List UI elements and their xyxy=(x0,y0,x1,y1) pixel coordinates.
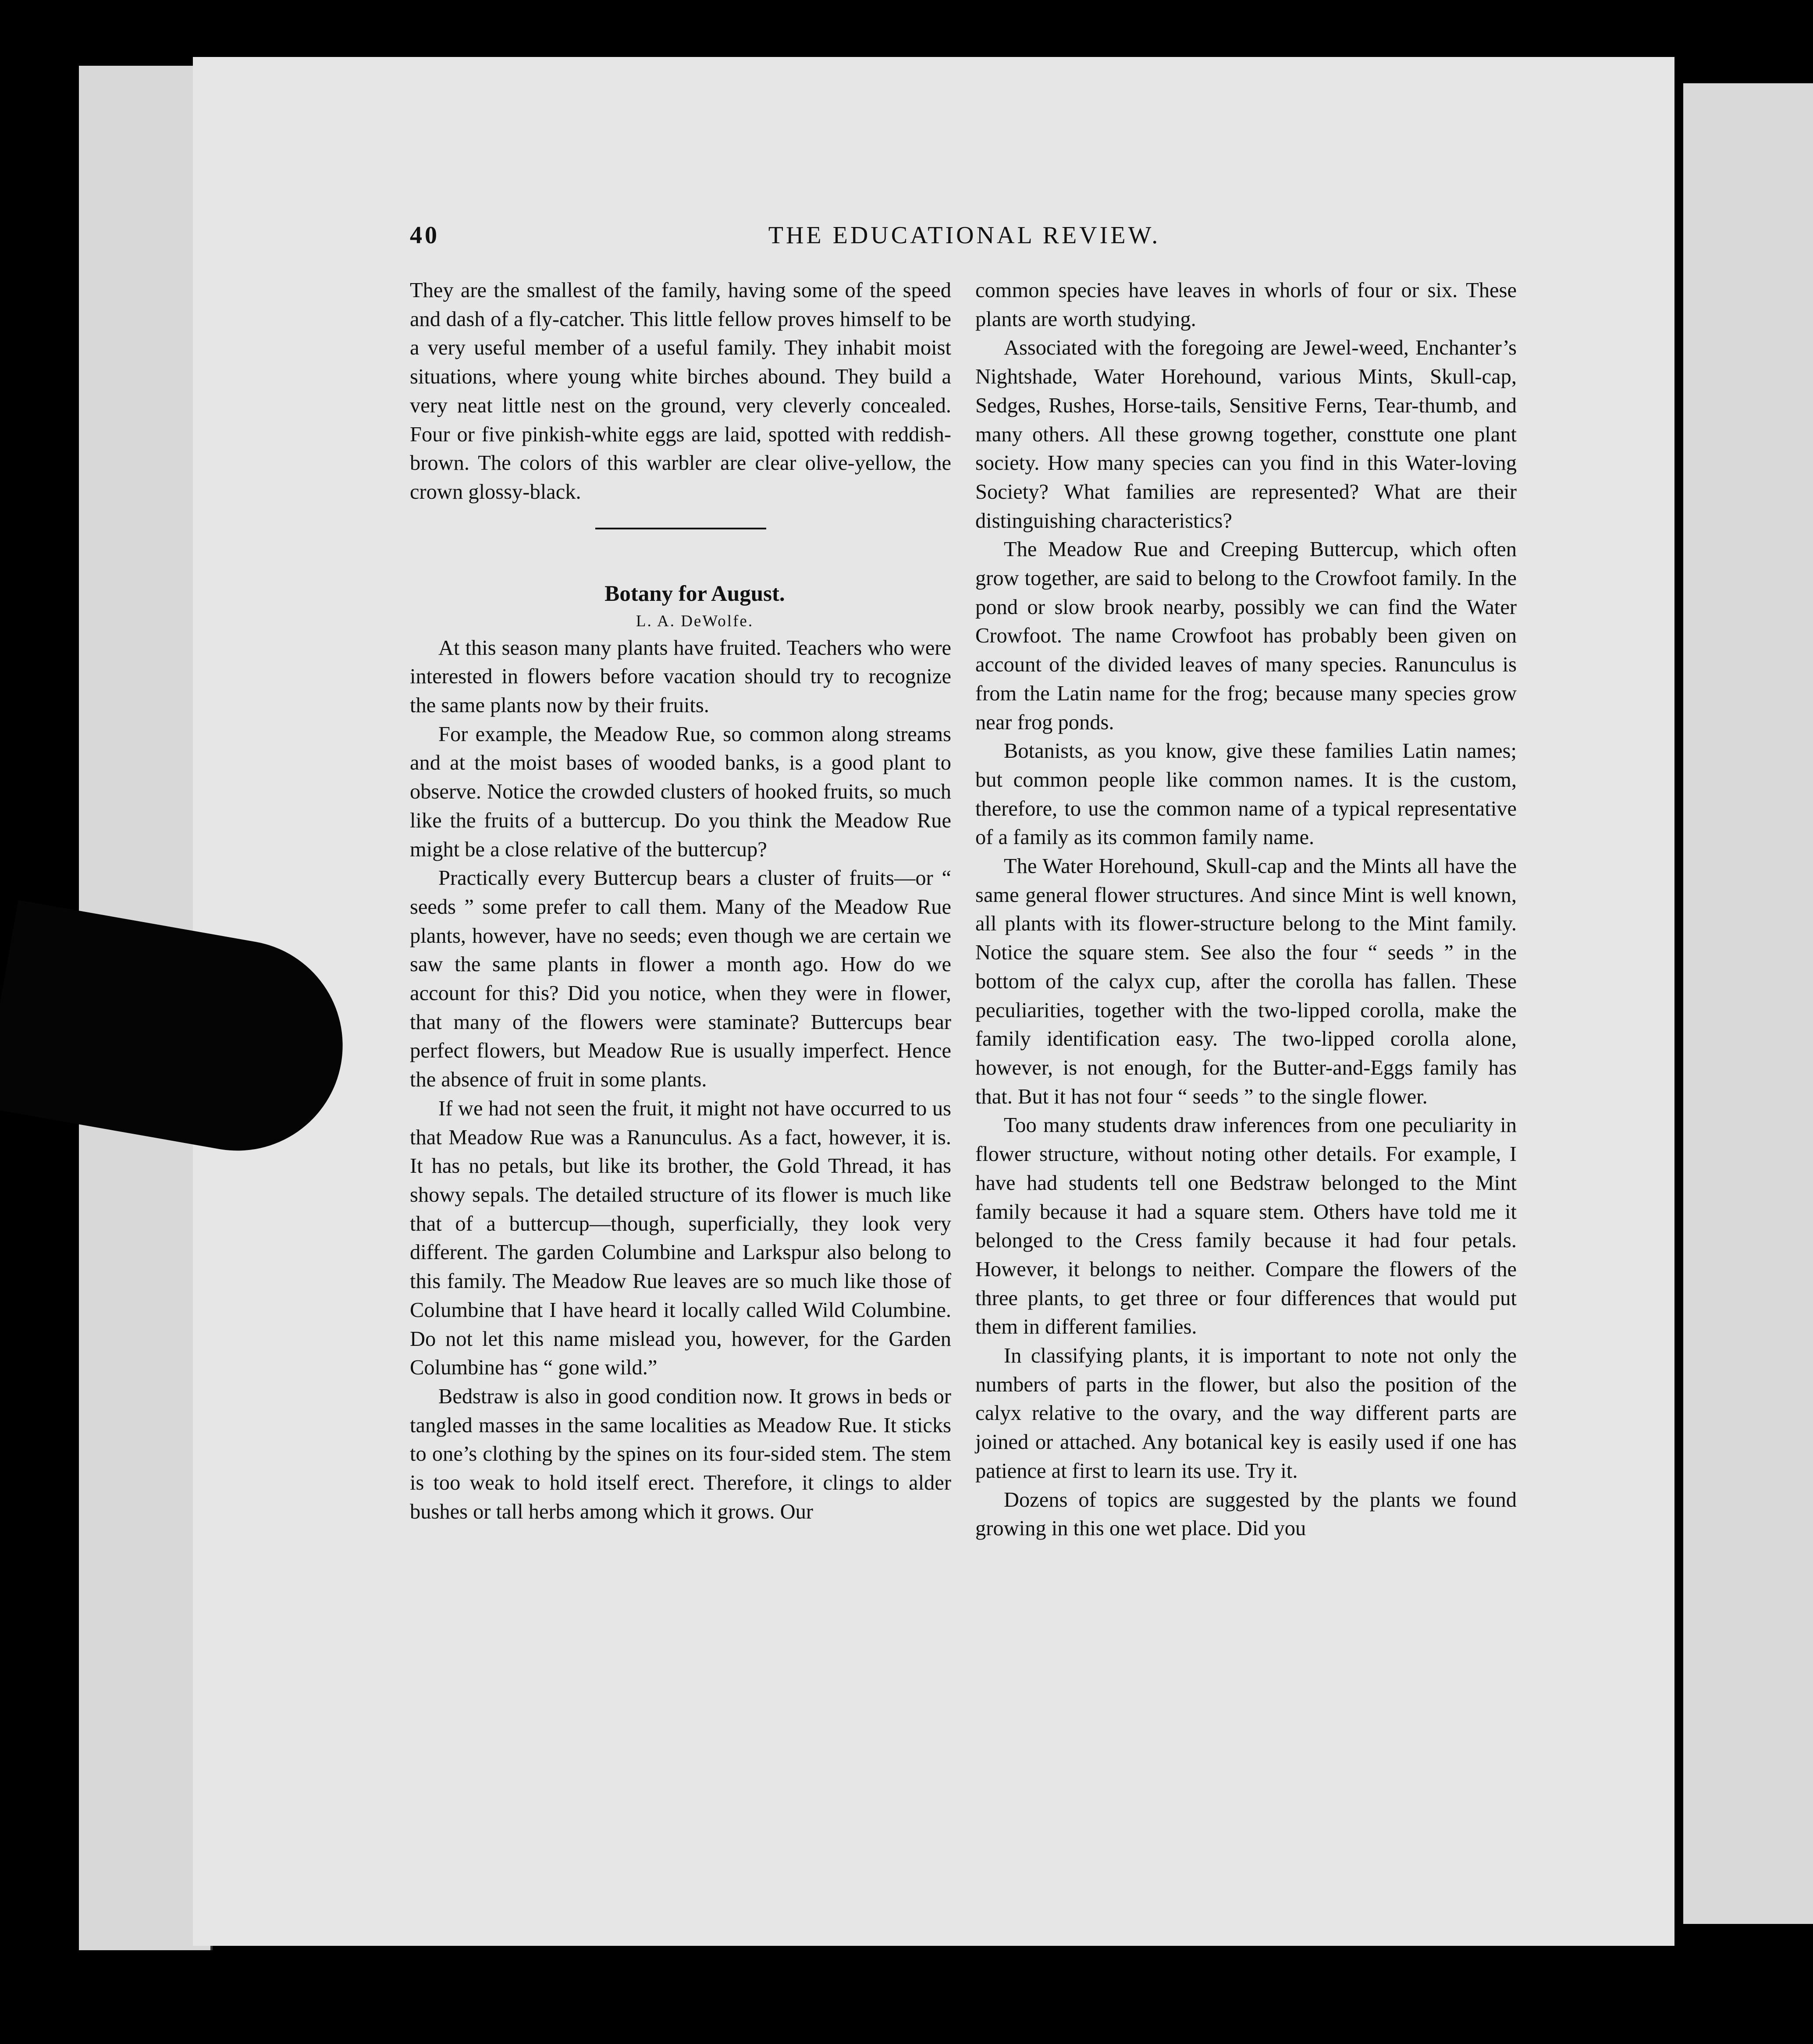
paragraph: At this season many plants have fruited. Teachers who were interested in flowers before vacation should try to recognize the same plants now by their fruits. xyxy=(410,636,951,717)
left-column xyxy=(410,276,951,1526)
right-column xyxy=(975,276,1517,1543)
section-divider xyxy=(595,528,766,529)
paragraph: Associated with the foregoing are Jewel-weed, Enchanter’s Nightshade, Water Horehound, various Mints, Skull-cap, Sedges, Rushes, Horse-tails, Sensitive Ferns, Tear-thumb, and many others. All these growng together, consttute one plant society. How many species can you find in this Water-loving Society? What families are represented? What are their distinguishing characteristics? xyxy=(975,336,1517,532)
paragraph: common species have leaves in whorls of four or six. These plants are worth studying. xyxy=(975,279,1517,331)
page-number: 40 xyxy=(410,222,440,249)
page-header xyxy=(410,221,1519,261)
paragraph: Botanists, as you know, give these families Latin names; but common people like common names. It is the custom, therefore, to use the common name of a typical representative of a family as its common family name. xyxy=(975,739,1517,849)
article-title: Botany for August. xyxy=(604,581,785,606)
facing-page-edge xyxy=(1683,83,1813,1924)
paragraph: The Water Horehound, Skull-cap and the Mints all have the same general flower structures. And since Mint is well known, all plants with its flower-structure belong to the Mint family. Notice the square stem. See also the four “ seeds ” in the bottom of the calyx cup, after the corolla has fallen. These peculiarities, together with the two-lipped corolla, make the family identification easy. The two-lipped corolla alone, however, is not enough, for the Butter-and-Eggs family has that. But it has not four “ seeds ” to the single flower. xyxy=(975,855,1517,1108)
paragraph: For example, the Meadow Rue, so common along streams and at the moist bases of wooded banks, is a good plant to observe. Notice the crowded clusters of hooked fruits, so much like the fruits of a buttercup. Do you think the Meadow Rue might be a close relative of the buttercup? xyxy=(410,722,951,861)
paragraph: Practically every Buttercup bears a cluster of fruits—or “ seeds ” some prefer to call them. Many of the Meadow Rue plants, however, have no seeds; even though we are certain we saw the same plants in flower a month ago. How do we account for this? Did you notice, when they were in flower, that many of the flowers were staminate? Buttercups bear perfect flowers, but Meadow Rue is usually imperfect. Hence the absence of fruit in some plants. xyxy=(410,866,951,1092)
paragraph: Too many students draw inferences from one peculiarity in flower structure, without noting other details. For example, I have had students tell one Bedstraw belonged to the Mint family because it had a square stem. Others have told me it belonged to the Cress family because it had four petals. However, it belongs to neither. Compare the flowers of the three plants, to get three or four differences that would put them in different families. xyxy=(975,1114,1517,1339)
article-author: L. A. DeWolfe. xyxy=(636,612,754,630)
paragraph: If we had not seen the fruit, it might not have occurred to us that Meadow Rue was a Ranunculus. As a fact, however, it is. It has no petals, but like its brother, the Gold Thread, it has showy sepals. The detailed structure of its flower is much like that of a buttercup—though, superficially, they look very different. The garden Columbine and Larkspur also belong to this family. The Meadow Rue leaves are so much like those of Columbine that I have heard it locally called Wild Columbine. Do not let this name mislead you, however, for the Garden Columbine has “ gone wild.” xyxy=(410,1097,951,1380)
paragraph: They are the smallest of the family, having some of the speed and dash of a fly-catcher. This little fellow proves himself to be a very useful member of a useful family. They inhabit moist situations, where young white birches abound. They build a very neat little nest on the ground, very cleverly concealed. Four or five pinkish-white eggs are laid, spotted with reddish-brown. The colors of this warbler are clear olive-yellow, the crown glossy-black. xyxy=(410,279,951,504)
paragraph: The Meadow Rue and Creeping Buttercup, which often grow together, are said to belong to the Crowfoot family. In the pond or slow brook nearby, possibly we can find the Water Crowfoot. The name Crowfoot has probably been given on account of the divided leaves of many species. Ranunculus is from the Latin name for the frog; because many species grow near frog ponds. xyxy=(975,538,1517,734)
paragraph: Dozens of topics are suggested by the plants we found growing in this one wet place. Did you xyxy=(975,1488,1517,1540)
paragraph: In classifying plants, it is important to note not only the numbers of parts in the flower, but also the position of the calyx relative to the ovary, and the way different parts are joined or attached. Any botanical key is easily used if one has patience at first to learn its use. Try it. xyxy=(975,1344,1517,1483)
paragraph: Bedstraw is also in good condition now. It grows in beds or tangled masses in the same localities as Meadow Rue. It sticks to one’s clothing by the spines on its four-sided stem. The stem is too weak to hold itself erect. Therefore, it clings to alder bushes or tall herbs among which it grows. Our xyxy=(410,1384,951,1523)
running-head: THE EDUCATIONAL REVIEW. xyxy=(768,222,1161,249)
